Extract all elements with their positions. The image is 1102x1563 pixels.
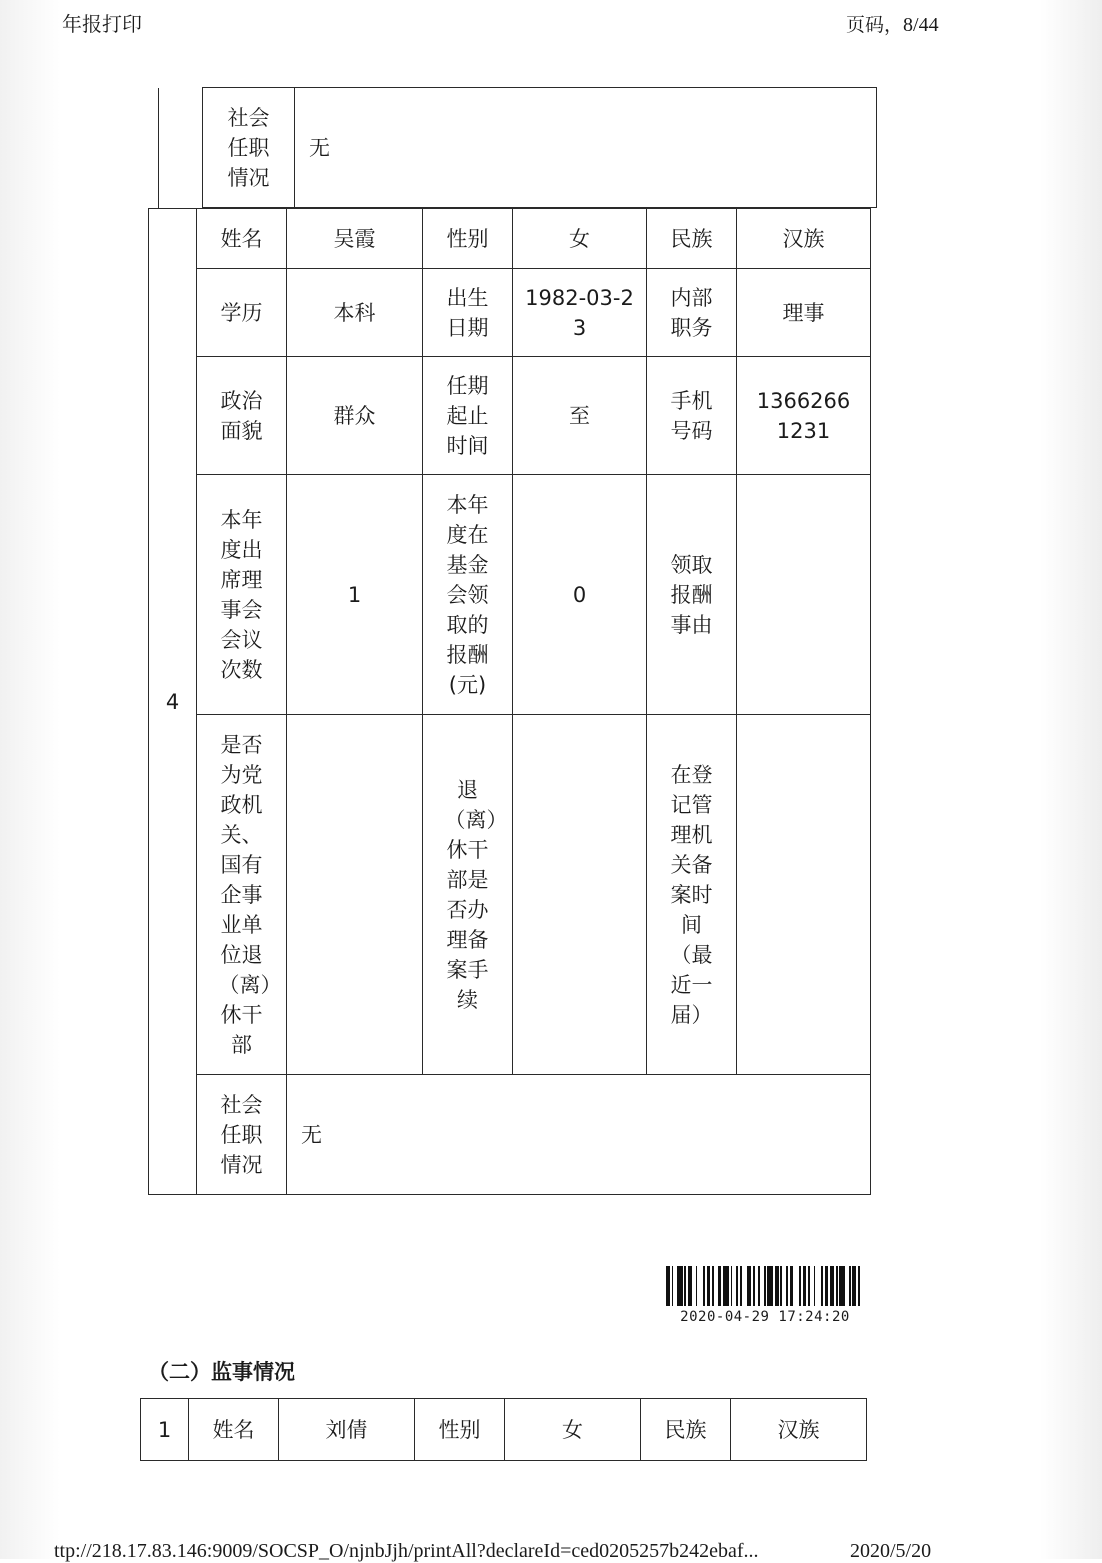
- supervisor-name-value: 刘倩: [325, 1417, 368, 1442]
- supervisor-ethnicity-value: 汉族: [777, 1417, 820, 1442]
- name-value-cell: [287, 209, 423, 269]
- retired-label: 是否为党政机关、国有企事业单位退（离）休干部: [218, 732, 282, 1057]
- supervisor-index: 1: [157, 1417, 172, 1442]
- term-value: 至: [569, 403, 590, 428]
- meetings-label-cell: [197, 475, 287, 715]
- director-social-label: 社会任职情况: [220, 1092, 263, 1177]
- name-label-cell: [197, 209, 287, 269]
- filing-time-value-cell: [737, 715, 871, 1075]
- index-cell: [159, 88, 203, 208]
- supervisor-gender-value-cell: [505, 1399, 641, 1461]
- gender-label: 性别: [446, 226, 489, 251]
- supervisor-gender-label-cell: [415, 1399, 505, 1461]
- social-value: 无: [309, 135, 330, 160]
- table-row: [149, 209, 871, 269]
- supervisor-ethnicity-label: 民族: [664, 1417, 707, 1442]
- barcode-timestamp: 2020-04-29 17:24:20: [680, 1309, 850, 1325]
- pay-value: 0: [572, 582, 587, 607]
- table-row: [149, 357, 871, 475]
- name-label: 姓名: [220, 226, 263, 251]
- phone-label-cell: [647, 357, 737, 475]
- pay-reason-label-cell: [647, 475, 737, 715]
- barcode: [666, 1266, 864, 1306]
- education-label: 学历: [220, 300, 263, 325]
- previous-director-table: [158, 87, 877, 208]
- ethnicity-label: 民族: [670, 226, 713, 251]
- supervisor-name-value-cell: [279, 1399, 415, 1461]
- header-title: 年报打印: [62, 12, 142, 36]
- table-row: [149, 715, 871, 1075]
- education-value-cell: [287, 269, 423, 357]
- page-number-value: 8/44: [903, 14, 939, 36]
- supervisor-name-label: 姓名: [212, 1417, 255, 1442]
- director-social-label-cell: [197, 1075, 287, 1195]
- political-value: 群众: [333, 403, 376, 428]
- supervisor-ethnicity-label-cell: [641, 1399, 731, 1461]
- phone-value-cell: [737, 357, 871, 475]
- table-row: [149, 1075, 871, 1195]
- birth-label-cell: [423, 269, 513, 357]
- ethnicity-label-cell: [647, 209, 737, 269]
- pay-value-cell: [513, 475, 647, 715]
- pay-reason-label: 领取报酬事由: [670, 552, 713, 637]
- section-title: （二）监事情况: [148, 1360, 295, 1384]
- pay-label: 本年度在基金会领取的报酬(元): [446, 492, 489, 697]
- filing-time-label-cell: [647, 715, 737, 1075]
- retired-filing-label-cell: [423, 715, 513, 1075]
- supervisor-gender-label: 性别: [438, 1417, 481, 1442]
- supervisor-ethnicity-value-cell: [731, 1399, 867, 1461]
- meetings-value: 1: [347, 582, 362, 607]
- footer-date: 2020/5/20: [850, 1540, 932, 1562]
- education-label-cell: [197, 269, 287, 357]
- birth-label: 出生日期: [446, 285, 489, 340]
- supervisor-table: [140, 1398, 867, 1461]
- meetings-label: 本年度出席理事会会议次数: [220, 507, 263, 682]
- position-value: 理事: [782, 300, 825, 325]
- retired-filing-label: 退（离）休干部是否办理备案手续: [444, 777, 508, 1012]
- gender-value-cell: [513, 209, 647, 269]
- term-label: 任期起止时间: [446, 373, 489, 458]
- birth-value: 1982-03-23: [525, 285, 634, 340]
- term-value-cell: [513, 357, 647, 475]
- gender-label-cell: [423, 209, 513, 269]
- birth-value-cell: [513, 269, 647, 357]
- pay-label-cell: [423, 475, 513, 715]
- table-row: [141, 1399, 867, 1461]
- filing-time-label: 在登记管理机关备案时间（最近一届）: [670, 762, 713, 1027]
- political-value-cell: [287, 357, 423, 475]
- social-label-cell: [203, 88, 295, 208]
- director-index: 4: [165, 689, 180, 714]
- barcode-block: [666, 1266, 864, 1325]
- phone-label: 手机号码: [670, 388, 713, 443]
- page-number-label: 页码，: [846, 14, 904, 36]
- table-row: [149, 269, 871, 357]
- page-number: [846, 10, 939, 37]
- director-social-value-cell: [287, 1075, 871, 1195]
- director-social-value: 无: [301, 1122, 322, 1147]
- retired-label-cell: [197, 715, 287, 1075]
- retired-filing-value-cell: [513, 715, 647, 1075]
- social-value-cell: [295, 88, 877, 208]
- position-value-cell: [737, 269, 871, 357]
- position-label: 内部职务: [670, 285, 713, 340]
- supervisor-name-label-cell: [189, 1399, 279, 1461]
- education-value: 本科: [333, 300, 376, 325]
- retired-value-cell: [287, 715, 423, 1075]
- gender-value: 女: [569, 226, 590, 251]
- meetings-value-cell: [287, 475, 423, 715]
- pay-reason-value-cell: [737, 475, 871, 715]
- ethnicity-value: 汉族: [782, 226, 825, 251]
- director-index-cell: [149, 209, 197, 1195]
- phone-value: 13662661231: [756, 388, 851, 443]
- supervisor-gender-value: 女: [562, 1417, 583, 1442]
- position-label-cell: [647, 269, 737, 357]
- social-label: 社会任职情况: [227, 105, 270, 190]
- term-label-cell: [423, 357, 513, 475]
- director-table: [148, 208, 871, 1195]
- table-row: [149, 475, 871, 715]
- supervisor-index-cell: [141, 1399, 189, 1461]
- political-label: 政治面貌: [220, 388, 263, 443]
- political-label-cell: [197, 357, 287, 475]
- footer-url: ttp://218.17.83.146:9009/SOCSP_O/njnbJjh/printAll?declareId=ced0205257b242ebaf...: [54, 1540, 759, 1562]
- ethnicity-value-cell: [737, 209, 871, 269]
- name-value: 吴霞: [333, 226, 376, 251]
